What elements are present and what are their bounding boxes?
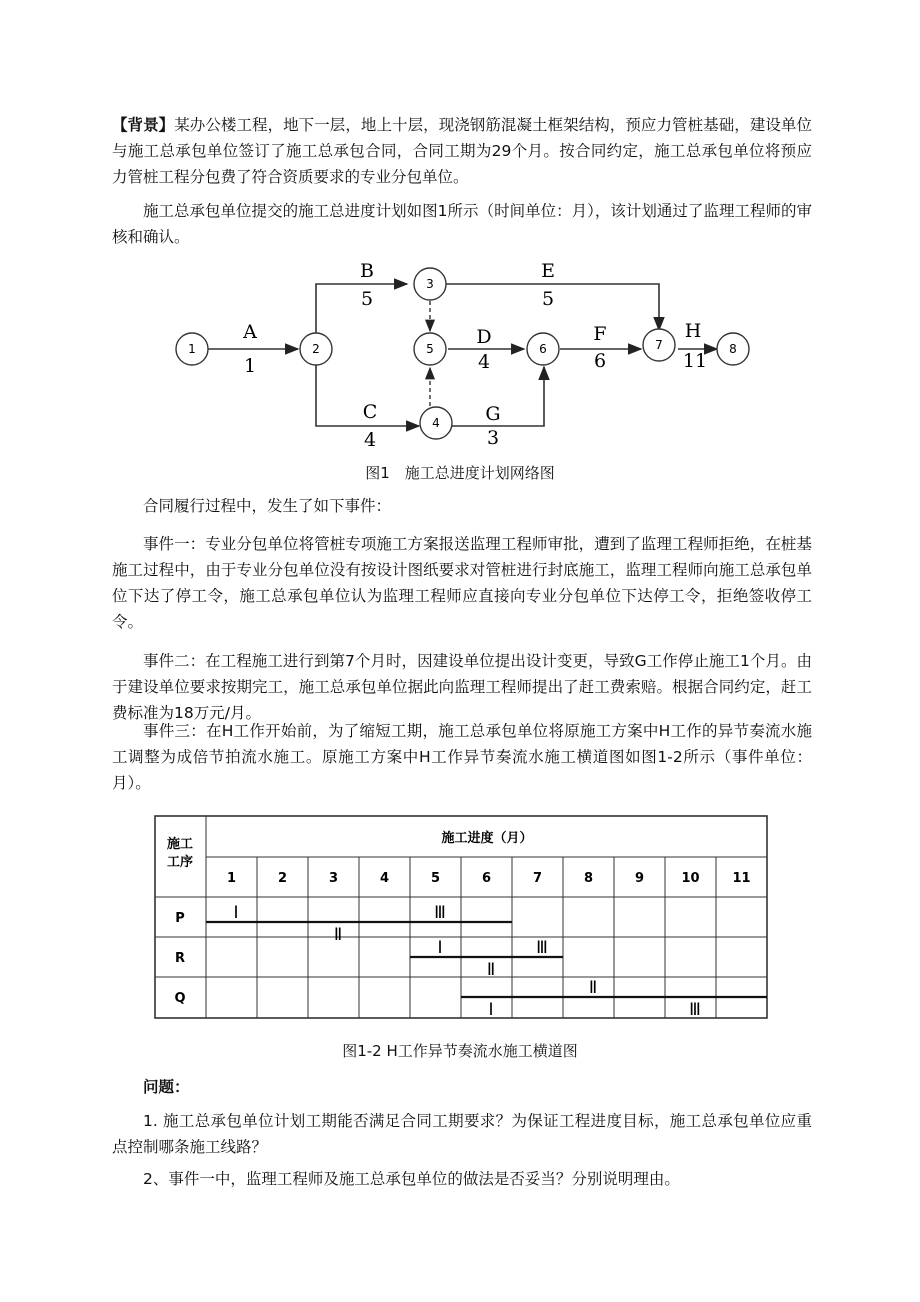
month-label: 9 (634, 871, 645, 886)
node-6 (527, 333, 559, 365)
activity-d-name: D (476, 326, 492, 348)
svg-text:5: 5 (426, 342, 434, 356)
svg-text:2: 2 (312, 342, 320, 356)
month-label: 10 (681, 871, 700, 886)
process-label: Q (174, 991, 186, 1006)
questions-title: 问题： (143, 1078, 190, 1096)
gantt-table (154, 815, 768, 1019)
activity-c-name: C (362, 401, 378, 423)
svg-text:6: 6 (539, 342, 547, 356)
month-label: 11 (732, 871, 751, 886)
month-label: 6 (481, 871, 492, 886)
events-intro: 合同履行过程中，发生了如下事件： (143, 497, 392, 515)
gantt-bar-label: Ⅰ (437, 938, 443, 958)
activity-e-name: E (541, 260, 555, 282)
header-progress: 施工进度（月） (441, 831, 533, 846)
gantt-bar-label: Ⅲ (536, 938, 548, 958)
activity-f-name: F (593, 323, 607, 345)
activity-c-duration: 4 (363, 429, 377, 451)
month-label: 3 (328, 871, 339, 886)
gantt-bar-label: Ⅲ (434, 903, 446, 923)
process-label: R (174, 951, 186, 966)
gantt-bar-label: Ⅲ (689, 1000, 701, 1019)
activity-g-duration: 3 (486, 427, 500, 449)
month-label: 7 (532, 871, 543, 886)
node-7 (643, 329, 675, 361)
month-label: 1 (226, 871, 237, 886)
event1-paragraph: 事件一：专业分包单位将管桩专项施工方案报送监理工程师审批，遭到了监理工程师拒绝，在桩基施工过程中，由于专业分包单位没有按设计图纸要求对管桩进行封底施工，监理工程师向施工总承包单位下达了停工令，施工总承包单位认为监理工程师应直接向专业分包单位下达停工令，拒绝签收停工令。 (112, 535, 812, 631)
gantt-bar-label: Ⅱ (588, 978, 598, 998)
figure2-caption: 图1-2 H工作异节奏流水施工横道图 (342, 1042, 578, 1060)
activity-e-duration: 5 (541, 288, 555, 310)
month-label: 5 (430, 871, 441, 886)
event3-paragraph: 事件三：在H工作开始前，为了缩短工期，施工总承包单位将原施工方案中H工作的异节奏流水施工调整为成倍节拍流水施工。原施工方案中H工作异节奏流水施工横道图如图1-2所示（事件单位：月）。 (112, 722, 812, 792)
svg-text:3: 3 (426, 277, 434, 291)
svg-text:1: 1 (188, 342, 196, 356)
activity-a-duration: 1 (243, 355, 257, 377)
activity-h-name: H (684, 320, 702, 342)
figure1-caption: 图1 施工总进度计划网络图 (365, 464, 555, 482)
node-8 (717, 333, 749, 365)
node-3 (414, 268, 446, 300)
background-text: 某办公楼工程，地下一层，地上十层，现浇钢筋混凝土框架结构，预应力管桩基础，建设单位与施工总承包单位签订了施工总承包合同，合同工期为29个月。按合同约定，施工总承包单位将预应力管桩工程分包费了符合资质要求的专业分包单位。 (112, 116, 812, 186)
gantt-bar-label: Ⅰ (233, 903, 239, 923)
gantt-bar-label: Ⅱ (486, 960, 496, 980)
event2-paragraph: 事件二：在工程施工进行到第7个月时，因建设单位提出设计变更，导致G工作停止施工1个月。由于建设单位要求按期完工，施工总承包单位据此向监理工程师提出了赶工费索赔。根据合同约定，赶工费标准为18万元/月。 (112, 652, 812, 722)
activity-b-duration: 5 (360, 288, 374, 310)
node-1 (176, 333, 208, 365)
question-2: 2、事件一中，监理工程师及施工总承包单位的做法是否妥当？分别说明理由。 (143, 1170, 680, 1188)
node-2 (300, 333, 332, 365)
activity-b-name: B (360, 260, 374, 282)
header-process-line1: 施工 (166, 837, 194, 852)
background-paragraph (112, 112, 812, 190)
plan-paragraph: 施工总承包单位提交的施工总进度计划如图1所示（时间单位：月），该计划通过了监理工程师的审核和确认。 (112, 202, 812, 246)
activity-a-name: A (243, 321, 257, 343)
activity-g-name: G (485, 403, 501, 425)
node-5 (414, 333, 446, 365)
svg-text:4: 4 (432, 416, 440, 430)
process-label: P (175, 911, 185, 926)
month-label: 2 (277, 871, 288, 886)
gantt-bar-label: Ⅰ (488, 1000, 494, 1019)
network-diagram (160, 260, 760, 460)
month-label: 4 (379, 871, 390, 886)
activity-f-duration: 6 (593, 350, 607, 372)
activity-h-duration: 11 (682, 350, 708, 372)
month-label: 8 (583, 871, 594, 886)
node-4 (420, 407, 452, 439)
svg-text:8: 8 (729, 342, 737, 356)
activity-d-duration: 4 (477, 351, 491, 373)
background-label: 【背景】 (112, 116, 175, 134)
header-process-line2: 工序 (166, 855, 194, 870)
svg-text:7: 7 (655, 338, 663, 352)
gantt-bar-label: Ⅱ (333, 925, 343, 945)
question-1: 1. 施工总承包单位计划工期能否满足合同工期要求？为保证工程进度目标，施工总承包单位应重点控制哪条施工线路？ (112, 1112, 812, 1156)
